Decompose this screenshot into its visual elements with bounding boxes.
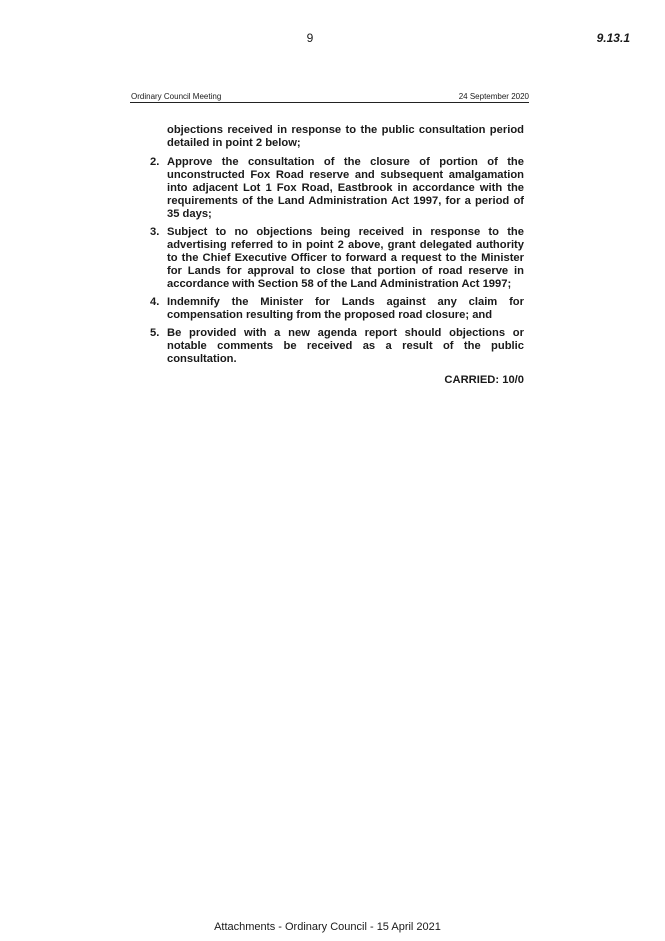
item-reference: 9.13.1 (596, 31, 630, 45)
list-text: Subject to no objections being received in response to the advertising referred to in point 2 above, grant delegated authority to the Chief Executive Officer to forward a request to the Minister for Lands for approval to close that portion of road reserve in accordance with Section 58 of the Land Administration Act 1997; (167, 226, 524, 290)
resolution-body (150, 124, 524, 387)
list-item (150, 226, 524, 291)
list-text: Approve the consultation of the closure of portion of the unconstructed Fox Road reserve and subsequent amalgamation into adjacent Lot 1 Fox Road, Eastbrook in accordance with the requirements of the Land Administration Act 1997, for a period of 35 days; (167, 156, 524, 220)
list-item (150, 327, 524, 366)
meeting-title: Ordinary Council Meeting (131, 92, 222, 101)
continuation-paragraph: objections received in response to the public consultation period detailed in point 2 below; (167, 124, 524, 149)
list-text: Be provided with a new agenda report should objections or notable comments be received as a result of the public consultation. (167, 327, 524, 365)
list-item (150, 296, 524, 322)
list-number: 2. (150, 156, 160, 168)
list-number: 4. (150, 296, 160, 308)
vote-result: CARRIED: 10/0 (444, 374, 524, 386)
running-header (130, 92, 529, 103)
page-number: 9 (306, 31, 314, 45)
list-number: 5. (150, 327, 160, 339)
list-item (150, 156, 524, 221)
page-footer: Attachments - Ordinary Council - 15 April 2021 (214, 921, 441, 933)
list-number: 3. (150, 226, 160, 238)
list-text: Indemnify the Minister for Lands against any claim for compensation resulting from the proposed road closure; and (167, 296, 524, 321)
meeting-date: 24 September 2020 (458, 92, 529, 101)
